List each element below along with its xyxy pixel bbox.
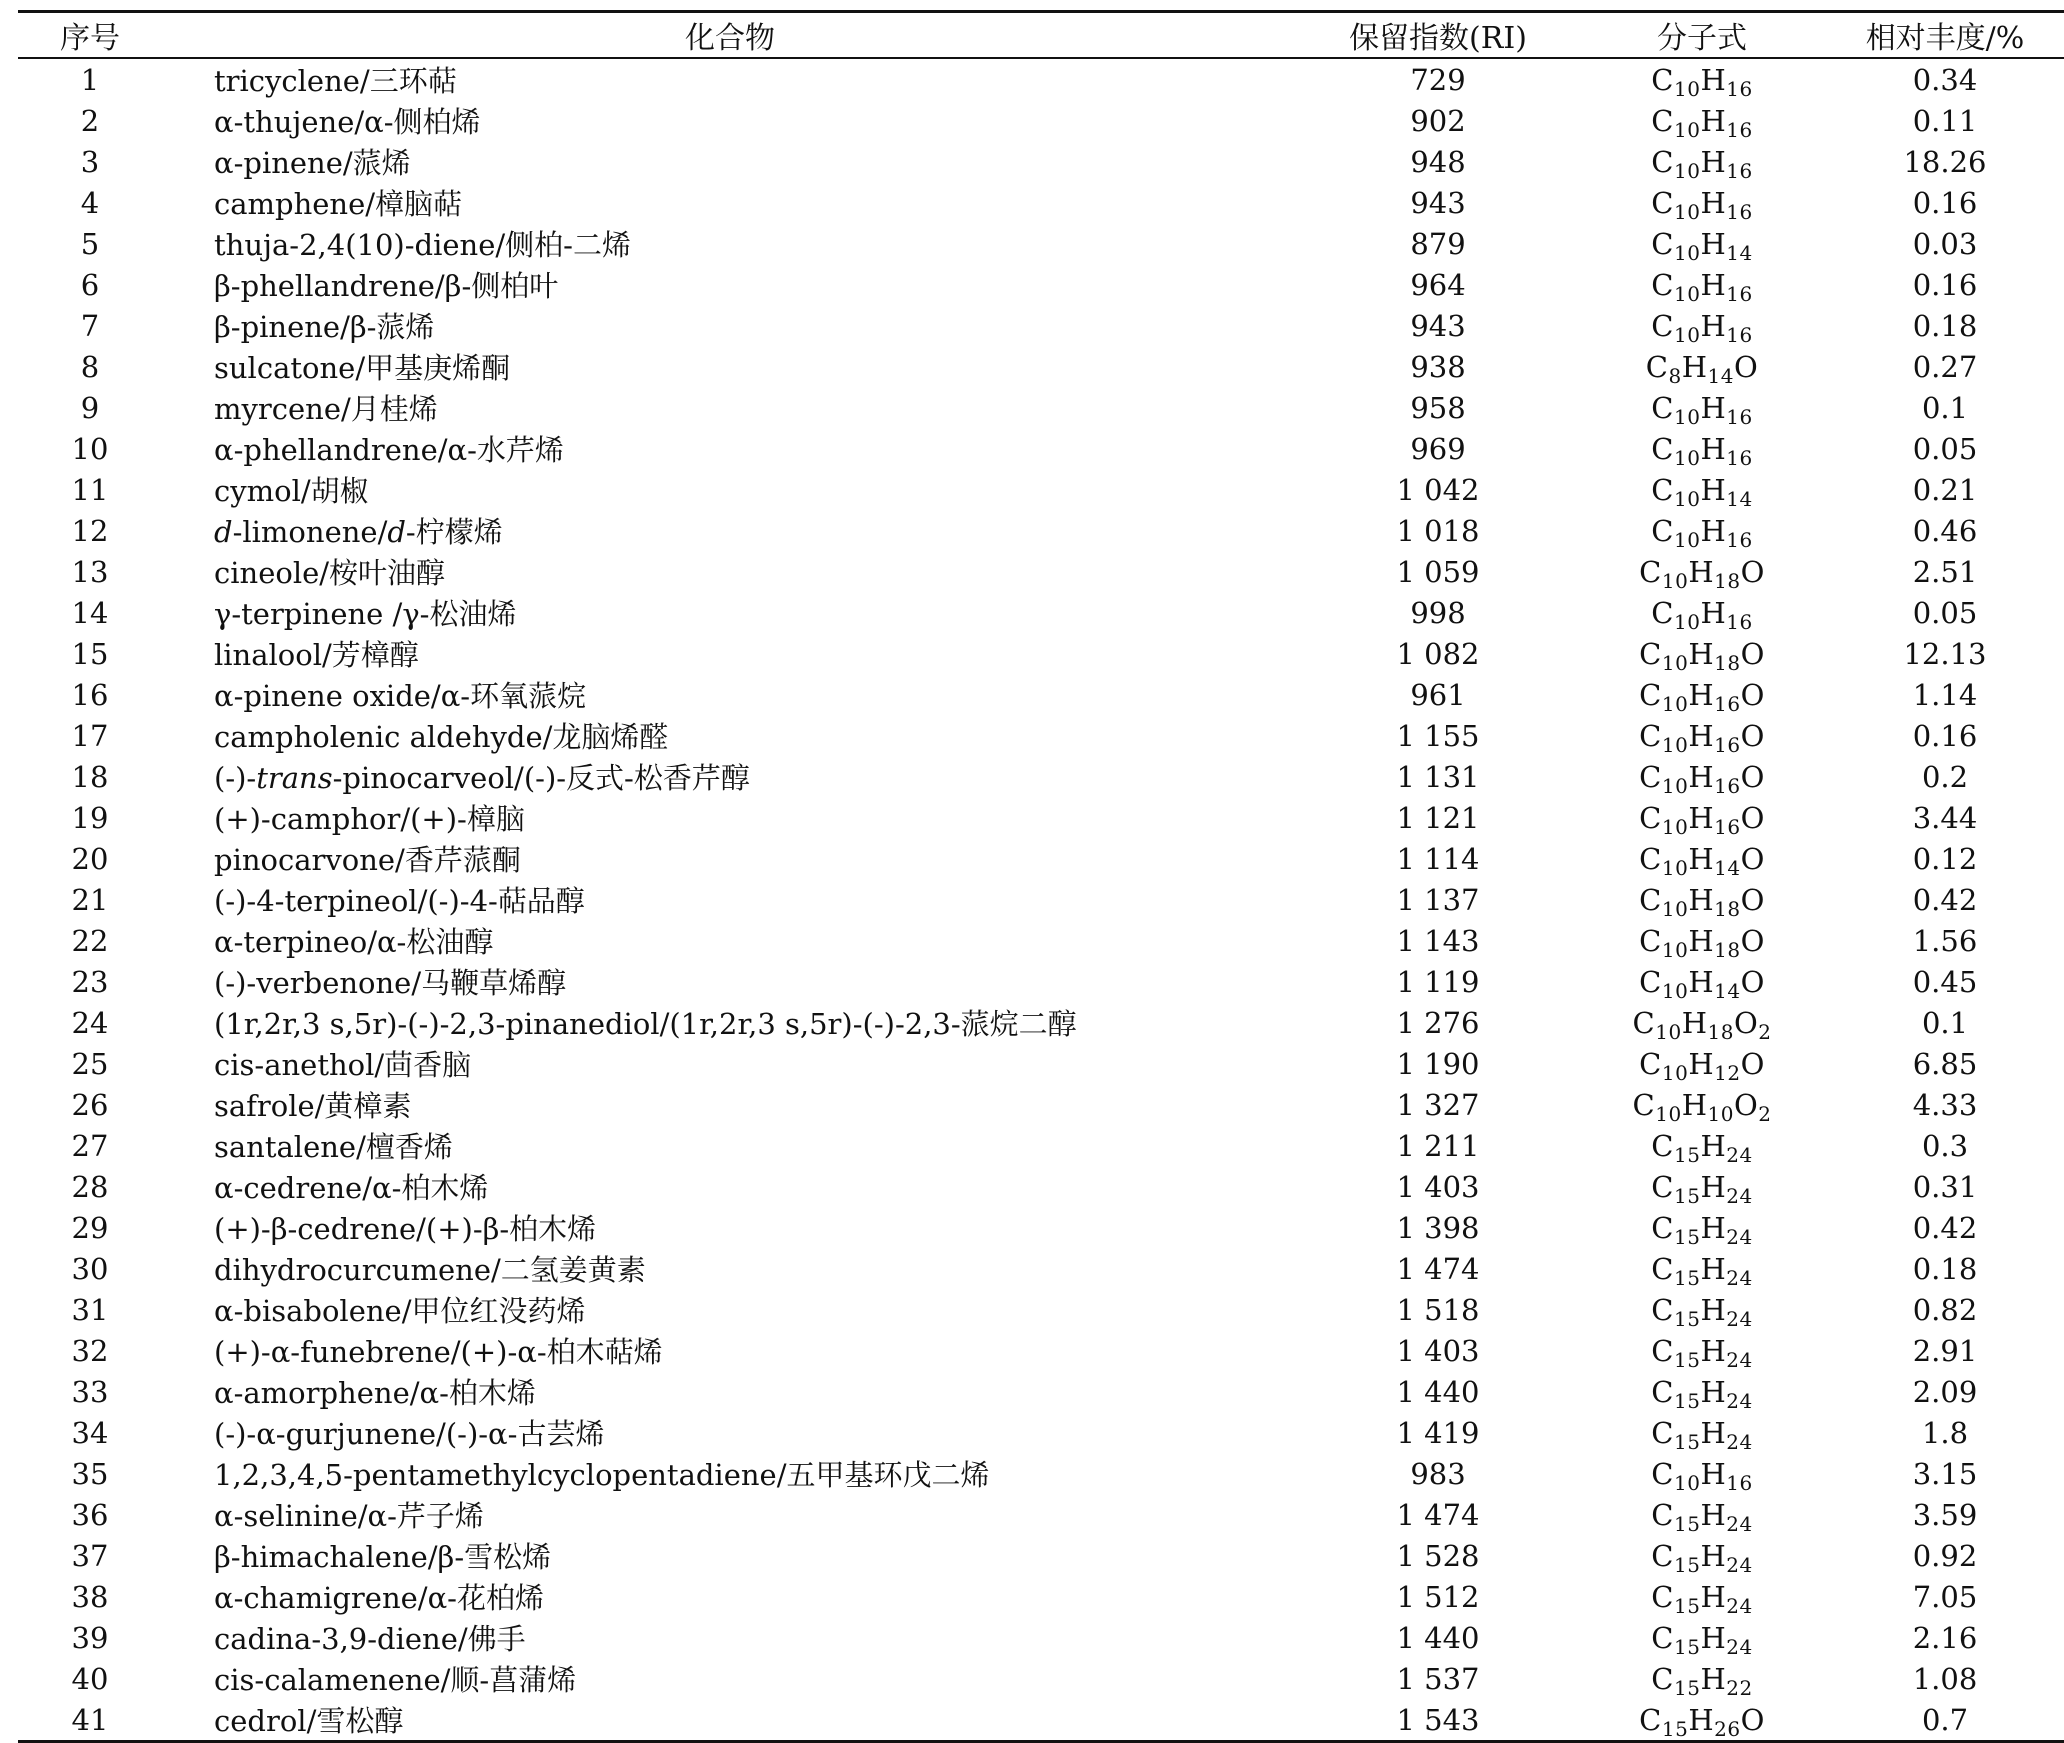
table-row (18, 346, 2064, 387)
table-row (18, 1084, 2064, 1125)
row-number: 38 (71, 1579, 109, 1614)
table-row (18, 756, 2064, 797)
table-row (18, 1330, 2064, 1371)
compound-name: α-selinine/α-芹子烯 (214, 1499, 484, 1533)
molecular-formula: $C_{10}H_{16}$ (1651, 1456, 1753, 1495)
retention-index: 1 474 (1396, 1497, 1480, 1532)
compound-name: (+)-camphor/(+)-樟脑 (214, 802, 525, 836)
table-row (18, 1617, 2064, 1658)
table-row (18, 305, 2064, 346)
molecular-formula: $C_{10}H_{10}O_2$ (1632, 1087, 1772, 1126)
table-row (18, 1576, 2064, 1617)
row-number: 39 (71, 1620, 109, 1655)
compound-name: cadina-3,9-diene/佛手 (214, 1622, 526, 1656)
row-number: 17 (71, 718, 109, 753)
relative-abundance: 1.08 (1912, 1661, 1978, 1696)
row-number: 31 (71, 1292, 109, 1327)
compound-name: (+)-α-funebrene/(+)-α-柏木萜烯 (214, 1335, 663, 1369)
relative-abundance: 12.13 (1903, 636, 1987, 671)
molecular-formula: $C_{10}H_{12}O$ (1639, 1046, 1765, 1085)
compound-name: sulcatone/甲基庚烯酮 (214, 351, 511, 385)
row-number: 7 (80, 308, 100, 343)
molecular-formula: $C_{10}H_{16}$ (1651, 595, 1753, 634)
table-row (18, 551, 2064, 592)
relative-abundance: 0.21 (1912, 472, 1978, 507)
table-row (18, 838, 2064, 879)
table-row (18, 1535, 2064, 1576)
compound-name: pinocarvone/香芹蒎酮 (214, 843, 521, 877)
table-row (18, 182, 2064, 223)
row-number: 13 (71, 554, 109, 589)
table-row (18, 469, 2064, 510)
retention-index: 1 398 (1396, 1210, 1480, 1245)
header-no: 序号 (60, 21, 120, 56)
compound-name: cedrol/雪松醇 (214, 1704, 404, 1738)
row-number: 1 (80, 62, 100, 97)
compound-name: β-phellandrene/β-侧柏叶 (214, 269, 559, 303)
retention-index: 1 440 (1396, 1620, 1480, 1655)
molecular-formula: $C_{10}H_{14}O$ (1639, 841, 1765, 880)
table-row (18, 1412, 2064, 1453)
compound-name: (1r,2r,3 s,5r)-(-)-2,3-pinanediol/(1r,2r,3 s,5r)-(-)-2,3-蒎烷二醇 (214, 1007, 1077, 1041)
table-row (18, 920, 2064, 961)
retention-index: 1 518 (1396, 1292, 1480, 1327)
relative-abundance: 2.09 (1912, 1374, 1978, 1409)
relative-abundance: 1.14 (1912, 677, 1978, 712)
compound-name: linalool/芳樟醇 (214, 638, 419, 672)
compound-name: (+)-β-cedrene/(+)-β-柏木烯 (214, 1212, 597, 1246)
relative-abundance: 0.16 (1912, 267, 1978, 302)
relative-abundance: 0.12 (1912, 841, 1978, 876)
compound-name: α-pinene/蒎烯 (214, 146, 411, 180)
table-row (18, 674, 2064, 715)
compound-name: (-)-verbenone/马鞭草烯醇 (214, 966, 567, 1000)
table-row (18, 264, 2064, 305)
row-number: 27 (71, 1128, 109, 1163)
relative-abundance: 0.16 (1912, 185, 1978, 220)
relative-abundance: 0.7 (1921, 1702, 1969, 1737)
relative-abundance: 0.18 (1912, 1251, 1978, 1286)
compound-name: α-phellandrene/α-水芹烯 (214, 433, 564, 467)
compound-name: α-thujene/α-侧柏烯 (214, 105, 481, 139)
row-number: 15 (71, 636, 109, 671)
molecular-formula: $C_{15}H_{24}$ (1651, 1210, 1753, 1249)
relative-abundance: 0.16 (1912, 718, 1978, 753)
table-row (18, 223, 2064, 264)
compound-name: campholenic aldehyde/龙脑烯醛 (214, 720, 669, 754)
table-row (18, 797, 2064, 838)
table-body (18, 58, 2064, 1742)
table-row (18, 387, 2064, 428)
molecular-formula: $C_{10}H_{16}$ (1651, 308, 1753, 347)
compound-name: γ-terpinene /γ-松油烯 (214, 597, 517, 631)
table-row (18, 1248, 2064, 1289)
table-header (18, 12, 2064, 59)
compound-name: myrcene/月桂烯 (214, 392, 438, 426)
retention-index: 1 137 (1396, 882, 1480, 917)
table-row (18, 1043, 2064, 1084)
header-formula: 分子式 (1657, 21, 1747, 56)
row-number: 18 (71, 759, 109, 794)
row-number: 8 (80, 349, 100, 384)
relative-abundance: 0.42 (1912, 882, 1978, 917)
row-number: 33 (71, 1374, 109, 1409)
table-row (18, 1494, 2064, 1535)
row-number: 23 (71, 964, 109, 999)
molecular-formula: $C_{10}H_{18}O_2$ (1632, 1005, 1772, 1044)
retention-index: 729 (1410, 62, 1466, 97)
row-number: 21 (71, 882, 109, 917)
compound-name: (-)-trans-pinocarveol/(-)-反式-松香芹醇 (214, 761, 750, 795)
relative-abundance: 0.45 (1912, 964, 1978, 999)
retention-index: 1 403 (1396, 1333, 1480, 1368)
table-row (18, 1371, 2064, 1412)
compound-name: tricyclene/三环萜 (214, 64, 457, 98)
compound-name: α-amorphene/α-柏木烯 (214, 1376, 536, 1410)
relative-abundance: 0.92 (1912, 1538, 1978, 1573)
compound-name: camphene/樟脑萜 (214, 187, 463, 221)
relative-abundance: 18.26 (1903, 144, 1987, 179)
molecular-formula: $C_{10}H_{16}$ (1651, 185, 1753, 224)
molecular-formula: $C_8H_{14}O$ (1645, 349, 1759, 388)
compound-name: cis-calamenene/顺-菖蒲烯 (214, 1663, 577, 1697)
retention-index: 1 276 (1396, 1005, 1480, 1040)
compound-name: cis-anethol/茴香脑 (214, 1048, 472, 1082)
molecular-formula: $C_{10}H_{16}O$ (1639, 718, 1765, 757)
molecular-formula: $C_{10}H_{18}O$ (1639, 554, 1765, 593)
molecular-formula: $C_{15}H_{24}$ (1651, 1169, 1753, 1208)
header-row (18, 12, 2064, 59)
retention-index: 938 (1410, 349, 1466, 384)
header-compound: 化合物 (685, 21, 775, 56)
row-number: 22 (71, 923, 109, 958)
retention-index: 1 119 (1396, 964, 1480, 999)
retention-index: 1 042 (1396, 472, 1480, 507)
molecular-formula: $C_{15}H_{26}O$ (1639, 1702, 1765, 1741)
retention-index: 1 211 (1396, 1128, 1480, 1163)
row-number: 24 (71, 1005, 109, 1040)
row-number: 3 (80, 144, 100, 179)
retention-index: 1 440 (1396, 1374, 1480, 1409)
retention-index: 1 419 (1396, 1415, 1480, 1450)
relative-abundance: 7.05 (1912, 1579, 1978, 1614)
row-number: 2 (80, 103, 100, 138)
relative-abundance: 2.16 (1912, 1620, 1978, 1655)
retention-index: 902 (1410, 103, 1466, 138)
row-number: 41 (71, 1702, 109, 1737)
relative-abundance: 0.3 (1921, 1128, 1969, 1163)
molecular-formula: $C_{10}H_{14}$ (1651, 472, 1753, 511)
row-number: 11 (71, 472, 109, 507)
table-row (18, 961, 2064, 1002)
molecular-formula: $C_{10}H_{16}$ (1651, 431, 1753, 470)
molecular-formula: $C_{15}H_{24}$ (1651, 1292, 1753, 1331)
compound-name: α-bisabolene/甲位红没药烯 (214, 1294, 586, 1328)
row-number: 35 (71, 1456, 109, 1491)
retention-index: 958 (1410, 390, 1466, 425)
molecular-formula: $C_{15}H_{24}$ (1651, 1579, 1753, 1618)
table-row (18, 1002, 2064, 1043)
retention-index: 1 528 (1396, 1538, 1480, 1573)
table-row (18, 592, 2064, 633)
compound-name: dihydrocurcumene/二氢姜黄素 (214, 1253, 646, 1287)
molecular-formula: $C_{10}H_{16}O$ (1639, 759, 1765, 798)
molecular-formula: $C_{10}H_{16}O$ (1639, 800, 1765, 839)
compound-name: β-pinene/β-蒎烯 (214, 310, 435, 344)
compound-name: thuja-2,4(10)-diene/侧柏-二烯 (214, 228, 631, 262)
retention-index: 998 (1410, 595, 1466, 630)
table-row (18, 715, 2064, 756)
table-row (18, 1125, 2064, 1166)
retention-index: 948 (1410, 144, 1466, 179)
row-number: 30 (71, 1251, 109, 1286)
compound-name: d-limonene/d-柠檬烯 (214, 515, 503, 549)
row-number: 14 (71, 595, 109, 630)
molecular-formula: $C_{10}H_{18}O$ (1639, 923, 1765, 962)
relative-abundance: 2.91 (1912, 1333, 1978, 1368)
table-row (18, 100, 2064, 141)
retention-index: 1 155 (1396, 718, 1480, 753)
table-row (18, 510, 2064, 551)
relative-abundance: 2.51 (1912, 554, 1978, 589)
row-number: 25 (71, 1046, 109, 1081)
row-number: 10 (71, 431, 109, 466)
relative-abundance: 0.42 (1912, 1210, 1978, 1245)
table-row (18, 1658, 2064, 1699)
retention-index: 964 (1410, 267, 1466, 302)
row-number: 29 (71, 1210, 109, 1245)
relative-abundance: 0.31 (1912, 1169, 1978, 1204)
compound-name: 1,2,3,4,5-pentamethylcyclopentadiene/五甲基环戊二烯 (214, 1458, 990, 1492)
retention-index: 1 327 (1396, 1087, 1480, 1122)
row-number: 12 (71, 513, 109, 548)
relative-abundance: 0.46 (1912, 513, 1978, 548)
molecular-formula: $C_{10}H_{14}$ (1651, 226, 1753, 265)
retention-index: 1 059 (1396, 554, 1480, 589)
molecular-formula: $C_{10}H_{16}$ (1651, 390, 1753, 429)
relative-abundance: 1.8 (1921, 1415, 1969, 1450)
retention-index: 1 403 (1396, 1169, 1480, 1204)
retention-index: 1 018 (1396, 513, 1480, 548)
row-number: 9 (80, 390, 100, 425)
row-number: 37 (71, 1538, 109, 1573)
retention-index: 1 121 (1396, 800, 1480, 835)
molecular-formula: $C_{15}H_{24}$ (1651, 1538, 1753, 1577)
table-row (18, 1453, 2064, 1494)
relative-abundance: 0.1 (1921, 390, 1969, 425)
compound-name: α-terpineo/α-松油醇 (214, 925, 494, 959)
retention-index: 1 131 (1396, 759, 1480, 794)
compound-table (18, 10, 2064, 1743)
header-ri: 保留指数(RI) (1349, 21, 1527, 56)
relative-abundance: 0.2 (1921, 759, 1969, 794)
table-row (18, 879, 2064, 920)
row-number: 40 (71, 1661, 109, 1696)
row-number: 32 (71, 1333, 109, 1368)
molecular-formula: $C_{15}H_{24}$ (1651, 1620, 1753, 1659)
relative-abundance: 0.11 (1912, 103, 1978, 138)
molecular-formula: $C_{15}H_{24}$ (1651, 1251, 1753, 1290)
row-number: 16 (71, 677, 109, 712)
molecular-formula: $C_{15}H_{24}$ (1651, 1333, 1753, 1372)
compound-name: α-pinene oxide/α-环氧蒎烷 (214, 679, 587, 713)
relative-abundance: 0.05 (1912, 595, 1978, 630)
relative-abundance: 3.15 (1912, 1456, 1978, 1491)
molecular-formula: $C_{10}H_{18}O$ (1639, 636, 1765, 675)
row-number: 5 (80, 226, 100, 261)
retention-index: 983 (1410, 1456, 1466, 1491)
retention-index: 1 082 (1396, 636, 1480, 671)
table-row (18, 1207, 2064, 1248)
table-row (18, 58, 2064, 100)
relative-abundance: 0.82 (1912, 1292, 1978, 1327)
compound-name: cymol/胡椒 (214, 474, 369, 508)
relative-abundance: 3.44 (1912, 800, 1978, 835)
row-number: 20 (71, 841, 109, 876)
molecular-formula: $C_{15}H_{24}$ (1651, 1374, 1753, 1413)
molecular-formula: $C_{15}H_{22}$ (1651, 1661, 1753, 1700)
compound-name: α-cedrene/α-柏木烯 (214, 1171, 489, 1205)
row-number: 34 (71, 1415, 109, 1450)
relative-abundance: 3.59 (1912, 1497, 1978, 1532)
molecular-formula: $C_{15}H_{24}$ (1651, 1128, 1753, 1167)
table-row (18, 1166, 2064, 1207)
table-row (18, 1289, 2064, 1330)
retention-index: 1 114 (1396, 841, 1480, 876)
molecular-formula: $C_{10}H_{16}$ (1651, 513, 1753, 552)
row-number: 19 (71, 800, 109, 835)
retention-index: 1 190 (1396, 1046, 1480, 1081)
compound-name: cineole/桉叶油醇 (214, 556, 446, 590)
relative-abundance: 4.33 (1912, 1087, 1978, 1122)
relative-abundance: 0.27 (1912, 349, 1978, 384)
relative-abundance: 0.05 (1912, 431, 1978, 466)
compound-name: santalene/檀香烯 (214, 1130, 453, 1164)
relative-abundance: 0.1 (1921, 1005, 1969, 1040)
molecular-formula: $C_{10}H_{14}O$ (1639, 964, 1765, 1003)
row-number: 4 (80, 185, 100, 220)
molecular-formula: $C_{10}H_{16}$ (1651, 144, 1753, 183)
compound-name: (-)-4-terpineol/(-)-4-萜品醇 (214, 884, 585, 918)
retention-index: 943 (1410, 308, 1466, 343)
molecular-formula: $C_{10}H_{16}$ (1651, 103, 1753, 142)
retention-index: 1 143 (1396, 923, 1480, 958)
retention-index: 1 543 (1396, 1702, 1480, 1737)
row-number: 26 (71, 1087, 109, 1122)
molecular-formula: $C_{15}H_{24}$ (1651, 1497, 1753, 1536)
relative-abundance: 0.03 (1912, 226, 1978, 261)
retention-index: 1 474 (1396, 1251, 1480, 1286)
molecular-formula: $C_{10}H_{18}O$ (1639, 882, 1765, 921)
table-row (18, 141, 2064, 182)
compound-name: (-)-α-gurjunene/(-)-α-古芸烯 (214, 1417, 605, 1451)
row-number: 28 (71, 1169, 109, 1204)
compound-name: β-himachalene/β-雪松烯 (214, 1540, 552, 1574)
retention-index: 943 (1410, 185, 1466, 220)
molecular-formula: $C_{10}H_{16}O$ (1639, 677, 1765, 716)
compound-name: α-chamigrene/α-花柏烯 (214, 1581, 544, 1615)
retention-index: 1 537 (1396, 1661, 1480, 1696)
retention-index: 879 (1410, 226, 1466, 261)
relative-abundance: 1.56 (1912, 923, 1978, 958)
molecular-formula: $C_{10}H_{16}$ (1651, 267, 1753, 306)
relative-abundance: 6.85 (1912, 1046, 1978, 1081)
molecular-formula: $C_{15}H_{24}$ (1651, 1415, 1753, 1454)
retention-index: 969 (1410, 431, 1466, 466)
relative-abundance: 0.34 (1912, 62, 1978, 97)
retention-index: 961 (1410, 677, 1466, 712)
table-row (18, 1699, 2064, 1742)
retention-index: 1 512 (1396, 1579, 1480, 1614)
row-number: 36 (71, 1497, 109, 1532)
relative-abundance: 0.18 (1912, 308, 1978, 343)
molecular-formula: $C_{10}H_{16}$ (1651, 62, 1753, 101)
table-row (18, 633, 2064, 674)
header-abundance: 相对丰度/% (1865, 21, 2025, 56)
compound-name: safrole/黄樟素 (214, 1089, 412, 1123)
row-number: 6 (80, 267, 100, 302)
table-row (18, 428, 2064, 469)
